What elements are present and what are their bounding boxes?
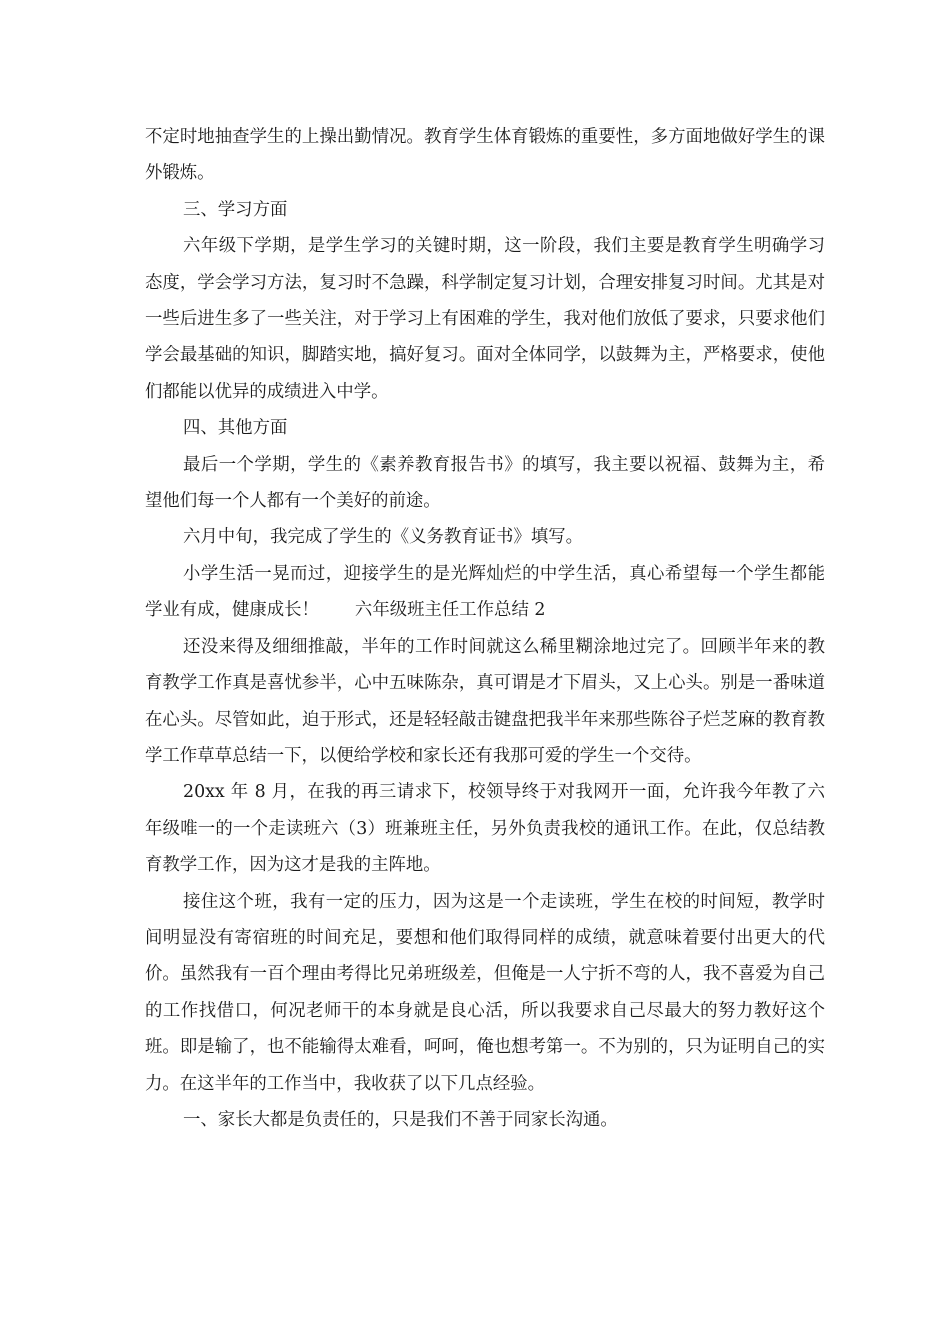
section-heading-other: 四、其他方面	[183, 418, 288, 439]
farewell-text: 小学生活一晃而过，迎接学生的是光辉灿烂的中学生活，真心希望每一个学生都能学业有成，健康成长！	[145, 563, 825, 621]
paragraph-review: 还没来得及细细推敲，半年的工作时间就这么稀里糊涂地过完了。回顾半年来的教育教学工作真是喜忧参半，心中五味陈杂，真可谓是才下眉头，又上心头。别是一番味道在心头。尽管如此，迫于形式，还是轻轻敲击键盘把我半年来那些陈谷子烂芝麻的教育教学工作草草总结一下，以便给学校和家长还有我那可爱的学生一个交待。	[145, 636, 825, 766]
document-body	[145, 119, 825, 1138]
paragraph-assignment: 20xx 年 8 月，在我的再三请求下，校领导终于对我网开一面，允许我今年教了六年级唯一的一个走读班六（3）班兼班主任，另外负责我校的通讯工作。在此，仅总结教育教学工作，因为这才是我的主阵地。	[145, 782, 825, 876]
paragraph-parents: 一、家长大都是负责任的，只是我们不善于同家长沟通。	[183, 1109, 618, 1130]
paragraph-pressure: 接住这个班，我有一定的压力，因为这是一个走读班，学生在校的时间短，教学时间明显没有寄宿班的时间充足，要想和他们取得同样的成绩，就意味着要付出更大的代价。虽然我有一百个理由考得比兄弟班级差，但俺是一人宁折不弯的人，我不喜爱为自己的工作找借口，何况老师干的本身就是良心活，所以我要求自己尽最大的努力教好这个班。即是输了，也不能输得太难看，呵呵，俺也想考第一。不为别的，只为证明自己的实力。在这半年的工作当中，我收获了以下几点经验。	[145, 891, 825, 1094]
paragraph-report-book: 最后一个学期，学生的《素养教育报告书》的填写，我主要以祝福、鼓舞为主，希望他们每一个人都有一个美好的前途。	[145, 454, 825, 512]
summary-2-title: 六年级班主任工作总结 2	[354, 600, 546, 621]
section-heading-study: 三、学习方面	[183, 199, 288, 220]
paragraph-farewell	[145, 556, 825, 629]
paragraph-study: 六年级下学期，是学生学习的关键时期，这一阶段，我们主要是教育学生明确学习态度，学会学习方法，复习时不急躁，科学制定复习计划，合理安排复习时间。尤其是对一些后进生多了一些关注，对于学习上有困难的学生，我对他们放低了要求，只要求他们学会最基础的知识，脚踏实地，搞好复习。面对全体同学，以鼓舞为主，严格要求，使他们都能以优异的成绩进入中学。	[145, 236, 825, 402]
paragraph-exercise: 不定时地抽查学生的上操出勤情况。教育学生体育锻炼的重要性，多方面地做好学生的课外锻炼。	[145, 127, 825, 184]
paragraph-certificate: 六月中旬，我完成了学生的《义务教育证书》填写。	[183, 527, 583, 548]
